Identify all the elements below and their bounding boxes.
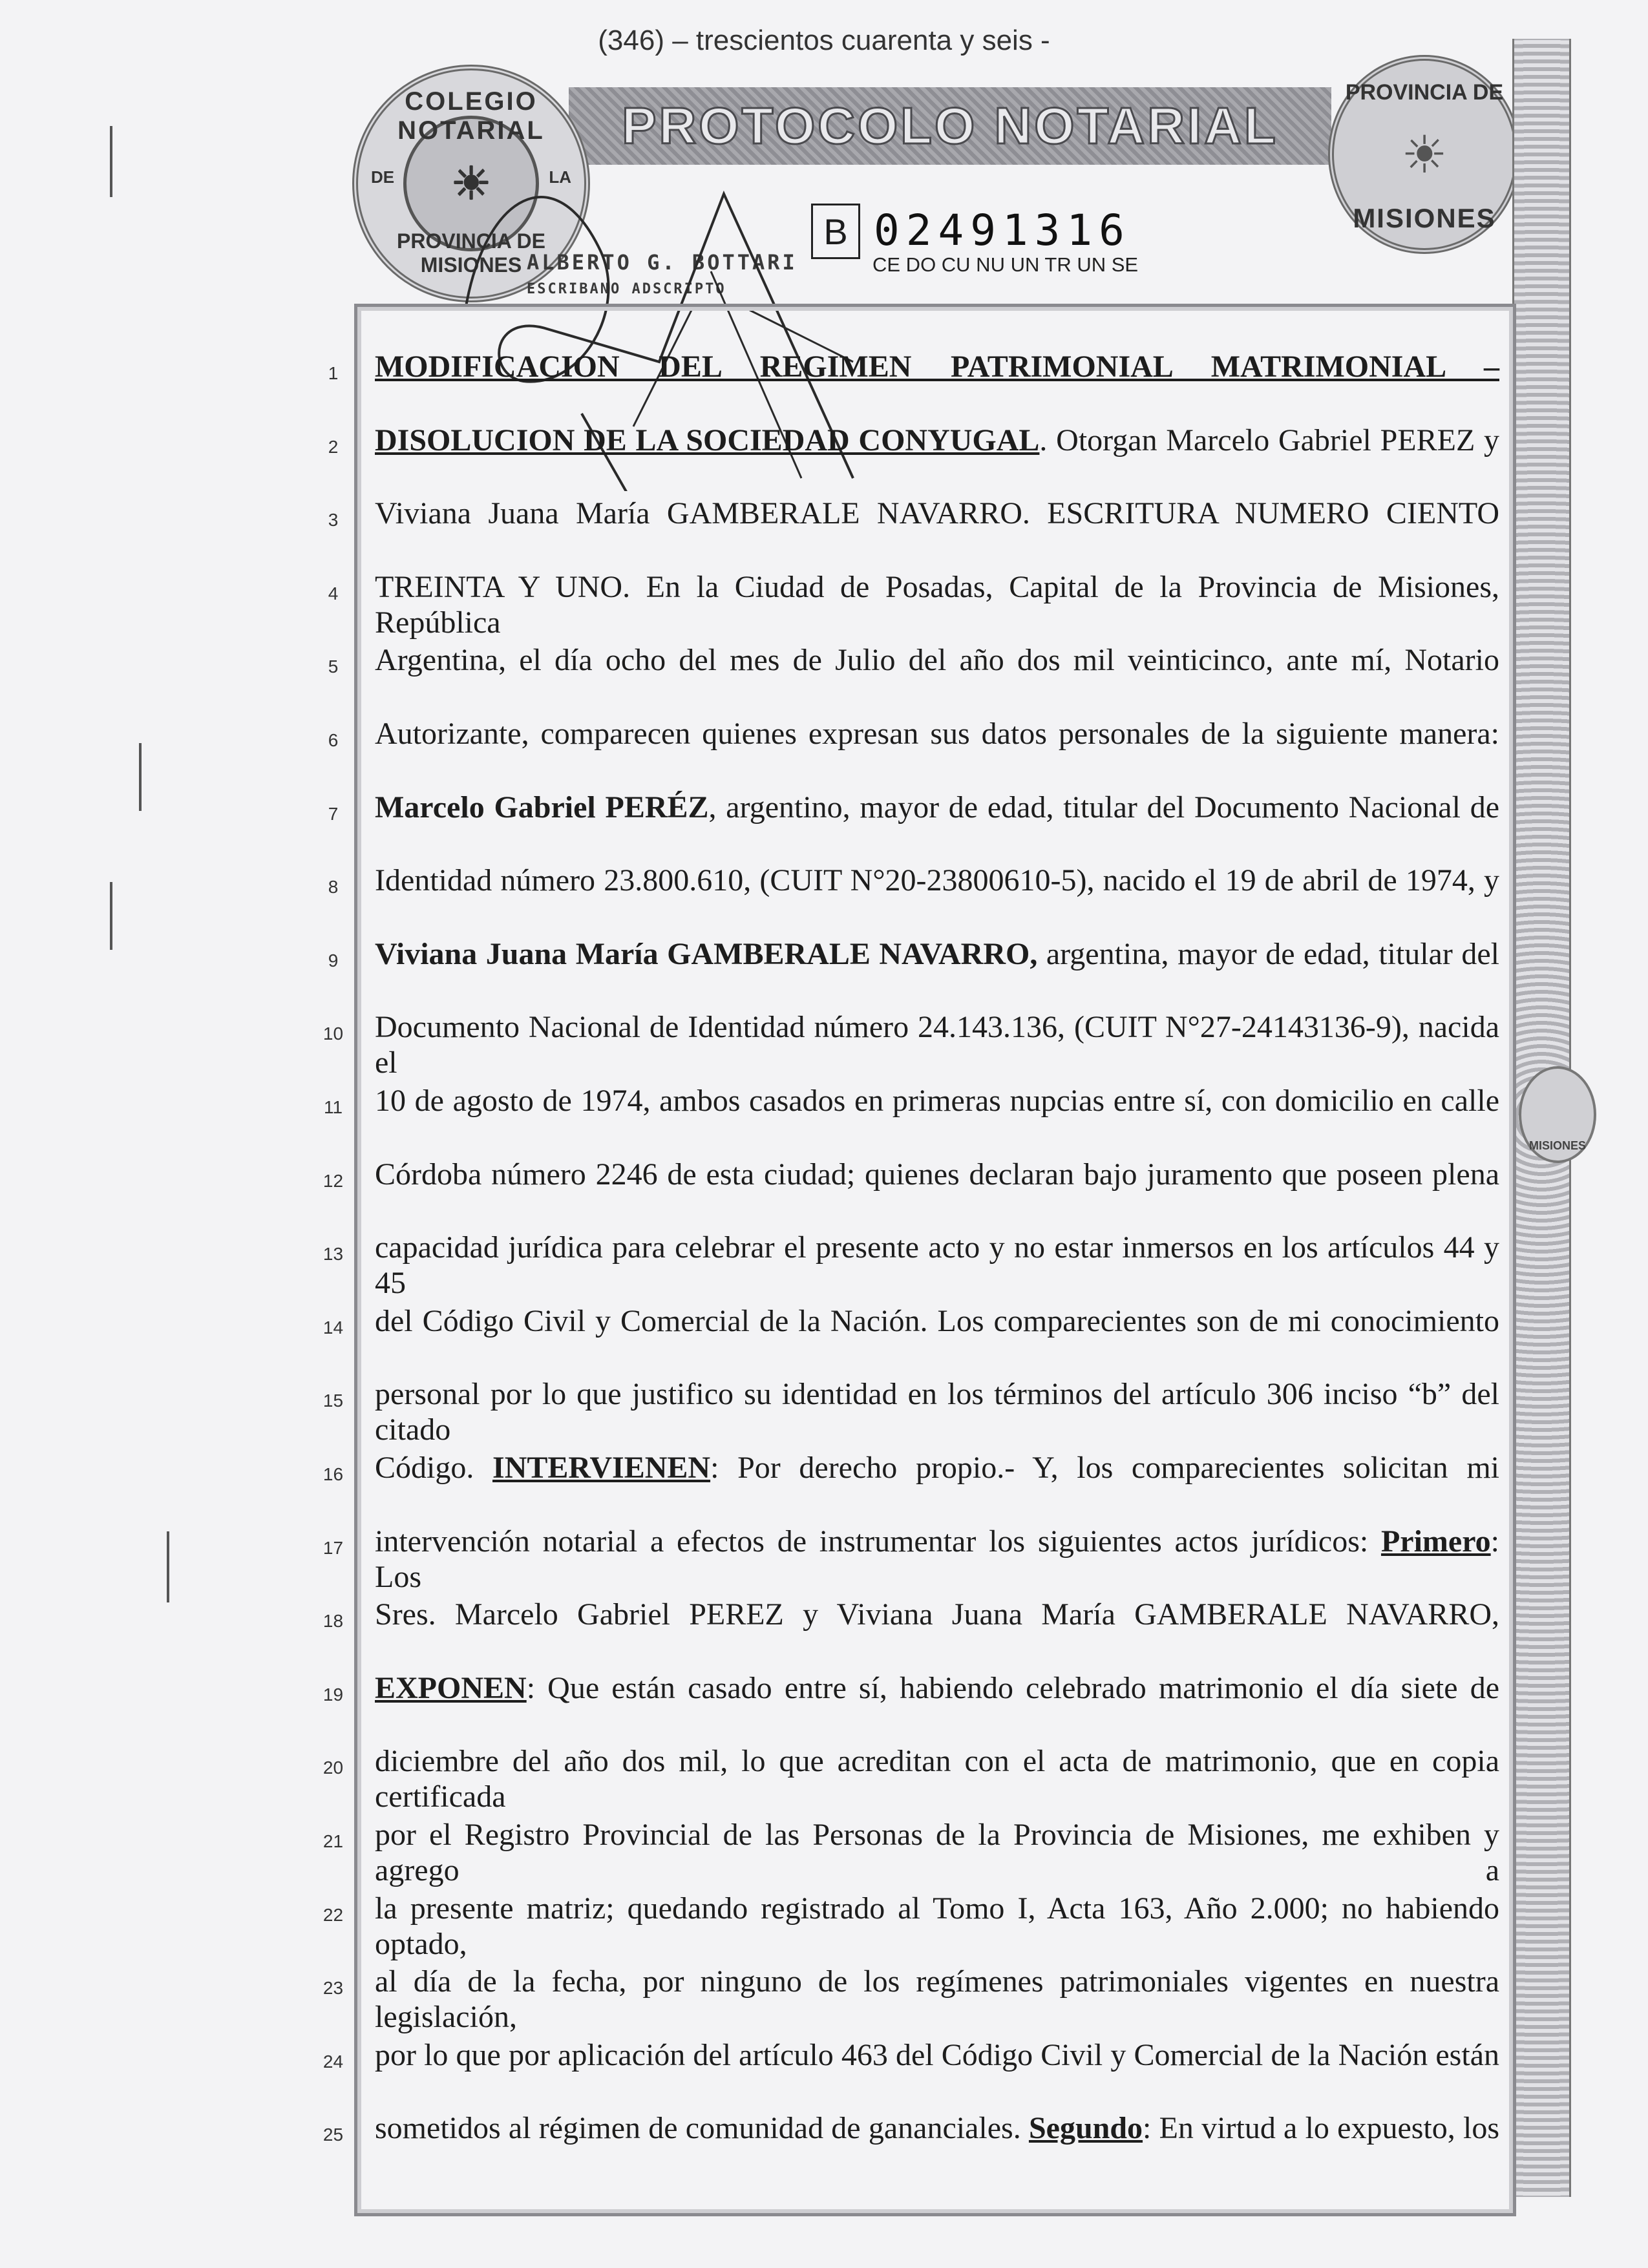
deed-line	[375, 1157, 1499, 1192]
line-number: 1	[328, 363, 339, 383]
colegio-seal-top-text: COLEGIO NOTARIAL	[397, 87, 545, 145]
line-number: 6	[328, 730, 339, 750]
line-text: : Que están casado entre sí, habiendo celebrado matrimonio el día siete de	[526, 1670, 1499, 1705]
deed-line	[375, 863, 1499, 898]
colegio-seal-left-text: DE	[371, 167, 395, 187]
line-number: 3	[328, 510, 339, 530]
line-number: 14	[322, 1317, 344, 1338]
deed-line	[375, 349, 1499, 384]
line-text: personal por lo que justifico su identidad en los términos del artículo 306 inciso “b” del citado	[375, 1377, 1499, 1447]
line-number: 10	[322, 1024, 344, 1044]
line-text: : En virtud a lo expuesto, los	[1143, 2111, 1500, 2146]
line-number: 12	[322, 1170, 344, 1191]
line-number: 18	[322, 1611, 344, 1632]
folio-header: (346) – trescientos cuarenta y seis -	[598, 25, 1050, 56]
sun-emblem-icon: ☀	[450, 158, 492, 209]
line-text: Córdoba número 2246 de esta ciudad; quienes declaran bajo juramento que poseen plena	[375, 1157, 1499, 1192]
provincia-seal-top-text: PROVINCIA DE	[1345, 80, 1504, 105]
deed-line	[375, 1964, 1499, 2035]
sheet-number: 02491316	[874, 205, 1131, 255]
line-number: 8	[328, 877, 339, 898]
deed-line	[375, 1670, 1499, 1706]
margin-mark	[139, 743, 142, 811]
deed-line	[375, 1743, 1499, 1814]
deed-line	[375, 936, 1499, 972]
deed-line	[375, 1303, 1499, 1339]
line-text: 10 de agosto de 1974, ambos casados en primeras nupcias entre sí, con domicilio en calle	[375, 1084, 1499, 1118]
underlined-heading: MODIFICACION DEL REGIMEN PATRIMONIAL MATRIMONIAL –	[375, 350, 1499, 384]
line-text: Autorizante, comparecen quienes expresan sus datos personales de la siguiente manera:	[375, 717, 1499, 751]
line-number: 21	[322, 1831, 344, 1851]
line-text: del Código Civil y Comercial de la Nación. Los comparecientes son de mi conocimiento	[375, 1303, 1499, 1338]
protocol-banner-text: PROTOCOLO NOTARIAL	[622, 97, 1278, 154]
deed-line	[375, 790, 1499, 825]
line-text: Sres. Marcelo Gabriel PEREZ y Viviana Juana María GAMBERALE NAVARRO,	[375, 1597, 1499, 1632]
deed-line	[375, 423, 1499, 458]
deed-line	[375, 1009, 1499, 1080]
deed-line	[375, 716, 1499, 751]
line-number: 2	[328, 436, 339, 457]
sheet-number-words: CE DO CU NU UN TR UN SE	[872, 253, 1139, 276]
line-text: capacidad jurídica para celebrar el presente acto y no estar inmersos en los artículos 44 y 45	[375, 1230, 1499, 1301]
line-text: intervención notarial a efectos de instrumentar los siguientes actos jurídicos:	[375, 1524, 1381, 1559]
line-text: , argentino, mayor de edad, titular del Documento Nacional de	[708, 790, 1499, 824]
line-number: 5	[328, 656, 339, 677]
underlined-heading: EXPONEN	[375, 1670, 527, 1705]
line-text: Identidad número 23.800.610, (CUIT N°20-23800610-5), nacido el 19 de abril de 1974, y	[375, 863, 1499, 898]
line-text: argentina, mayor de edad, titular del	[1037, 936, 1499, 971]
bold-name: Viviana Juana María GAMBERALE NAVARRO,	[375, 936, 1038, 971]
line-text: Documento Nacional de Identidad número 24.143.136, (CUIT N°27-24143136-9), nacida el	[375, 1010, 1499, 1080]
deed-line	[375, 1376, 1499, 1447]
line-text: . Otorgan Marcelo Gabriel PEREZ y	[1039, 423, 1500, 457]
underlined-heading: DISOLUCION DE LA SOCIEDAD CONYUGAL	[375, 423, 1040, 457]
line-number: 15	[322, 1391, 344, 1411]
deed-line	[375, 1524, 1499, 1595]
deed-line	[375, 642, 1499, 678]
notary-role: ESCRIBANO ADSCRIPTO	[527, 281, 726, 297]
margin-mark	[110, 126, 112, 197]
deed-line	[375, 1450, 1499, 1486]
deed-line	[375, 1817, 1499, 1888]
deed-line	[375, 1597, 1499, 1632]
deed-line	[375, 1891, 1499, 1962]
deed-line	[375, 569, 1499, 640]
underlined-heading: Primero	[1380, 1524, 1491, 1559]
deed-line	[375, 1083, 1499, 1118]
line-number: 22	[322, 1904, 344, 1925]
line-number: 4	[328, 583, 339, 604]
line-text: diciembre del año dos mil, lo que acreditan con el acta de matrimonio, que en copia certificada	[375, 1744, 1499, 1814]
line-text: : Los	[375, 1524, 1499, 1594]
line-text: Código.	[375, 1451, 493, 1485]
line-text: al día de la fecha, por ninguno de los regímenes patrimoniales vigentes en nuestra legislación,	[375, 1964, 1499, 2035]
deed-line	[375, 496, 1499, 531]
line-number: 11	[323, 1097, 343, 1117]
underlined-heading: INTERVIENEN	[492, 1451, 711, 1485]
line-number: 16	[322, 1464, 344, 1484]
side-seal: MISIONES	[1519, 1066, 1596, 1163]
line-text: TREINTA Y UNO. En la Ciudad de Posadas, Capital de la Provincia de Misiones, República	[375, 569, 1499, 640]
line-number: 23	[322, 1978, 344, 1999]
line-number: 25	[322, 2125, 344, 2145]
deed-line	[375, 2110, 1499, 2146]
line-text: : Por derecho propio.- Y, los comparecientes solicitan mi	[710, 1451, 1500, 1485]
margin-mark	[110, 882, 112, 950]
line-number: 17	[322, 1537, 344, 1558]
line-text: por el Registro Provincial de las Personas de la Provincia de Misiones, me exhiben y agrego a	[375, 1818, 1499, 1887]
line-text: Argentina, el día ocho del mes de Julio del año dos mil veinticinco, ante mí, Notario	[375, 643, 1499, 678]
bold-name: Marcelo Gabriel PERÉZ	[375, 790, 709, 824]
line-number: 13	[322, 1244, 344, 1265]
deed-line	[375, 2037, 1499, 2073]
line-number: 9	[328, 950, 339, 971]
provincia-seal-bottom-text: MISIONES	[1353, 203, 1496, 233]
sunrise-emblem-icon: ☀	[1401, 125, 1448, 184]
line-number: 19	[322, 1684, 344, 1705]
line-text: por lo que por aplicación del artículo 463 del Código Civil y Comercial de la Nación están	[375, 2037, 1499, 2072]
notary-name: ALBERTO G. BOTTARI	[527, 250, 798, 275]
line-text: la presente matriz; quedando registrado al Tomo I, Acta 163, Año 2.000; no habiendo optado,	[375, 1891, 1499, 1961]
line-number: 20	[322, 1758, 344, 1778]
deed-line	[375, 1230, 1499, 1301]
colegio-seal-right-text: LA	[549, 167, 571, 187]
line-number: 24	[322, 2051, 344, 2072]
colegio-seal-bottom-text: PROVINCIA DE MISIONES	[397, 229, 545, 277]
line-text: sometidos al régimen de comunidad de gananciales.	[375, 2111, 1029, 2146]
line-text: Viviana Juana María GAMBERALE NAVARRO. ESCRITURA NUMERO CIENTO	[375, 496, 1499, 531]
sheet-serie: B	[811, 204, 860, 259]
margin-mark	[167, 1531, 169, 1602]
line-number: 7	[328, 803, 339, 824]
underlined-heading: Segundo	[1028, 2111, 1143, 2146]
provincia-seal	[1328, 55, 1521, 254]
